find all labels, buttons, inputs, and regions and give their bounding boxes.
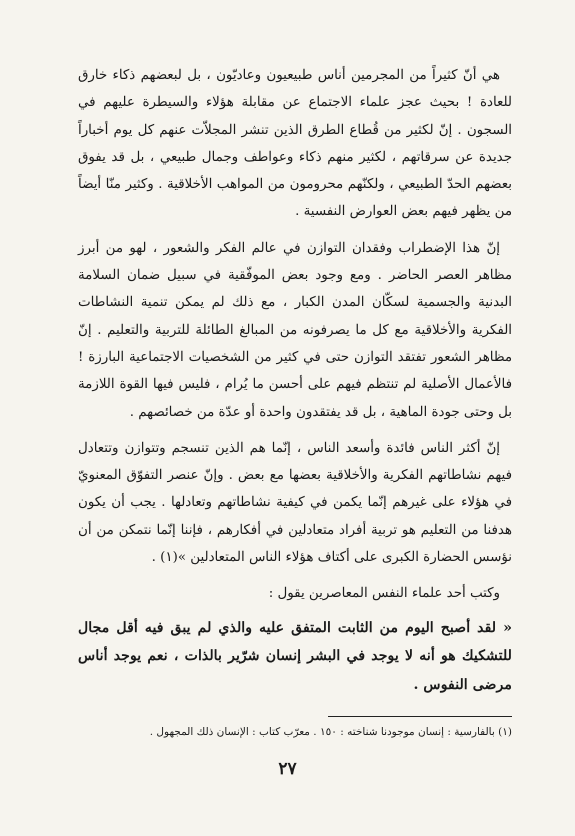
page-number: ٢٧ [278, 759, 297, 779]
paragraph-spacer [78, 426, 512, 435]
paragraph-1: هي أنّ كثيراً من المجرمين أناس طبيعيون وعاديّون ، بل لبعضهم ذكاء خارق للعادة ! بحيث عجز علماء الاجتماع عن مقابلة هؤلاء والسيطرة عليهم في السجون . إنّ لكثير من قُطاع الطرق الذين تنشر المجلاّت عنهم كل يوم أخباراً جديدة عن سرقاتهم ، لكثير منهم ذكاء وعواطف وجمال طبيعي ، بل قد يفوق بعضهم الحدّ الطبيعي ، ولكنّهم محرومون من المواهب الأخلاقية . وكثير منّا أيضاً من يظهر فيهم بعض العوارض النفسية . [78, 68, 512, 220]
page-body [78, 62, 512, 699]
footnote: (١) بالفارسية : إنسان موجودنا شناخته : ١٥٠ . معرّب كتاب : الإنسان ذلك المجهول . [149, 726, 512, 738]
paragraph-spacer [78, 226, 512, 235]
paragraph-spacer [78, 571, 512, 580]
paragraph-2: إنّ هذا الإضطراب وفقدان التوازن في عالم الفكر والشعور ، لهو من أبرز مظاهر العصر الحاضر . ومع وجود بعض الموفّقية في سبيل ضمان السلامة البدنية والجسمية لسكّان المدن الكبار ، مع ذلك لم يمكن تنمية النشاطات الفكرية والأخلاقية مع كل ما يصرفونه من المبالغ الطائلة للتربية والتعليم . إنّ مظاهر الشعور تفتقد التوازن حتى في كثير من الشخصيات الاجتماعية البارزة ! فالأعمال الأصلية لم تنتظم فيهم على أحسن ما يُرام ، فليس فيها القوة اللازمة بل وحتى جودة الماهية ، بل قد يفتقدون واحدة أو عدّة من خصائصهم . [78, 240, 512, 420]
footnote-divider [328, 716, 512, 717]
block-quote: « لقد أصبح اليوم من الثابت المتفق عليه والذي لم يبق فيه أقل مجال للتشكيك هو أنه لا يوجد في البشر إنسان شرّير بالذات ، نعم يوجد أناس مرضى النفوس . [78, 619, 512, 693]
quote-intro: وكتب أحد علماء النفس المعاصرين يقول : [268, 586, 500, 602]
paragraph-3: إنّ أكثر الناس فائدة وأسعد الناس ، إنّما هم الذين تنسجم وتتوازن وتتعادل فيهم نشاطاتهم الفكرية والأخلاقية بعضها مع بعض . وإنّ عنصر التفوّق المعنويّ في هؤلاء على غيرهم إنّما يكمن في كيفية نشاطاتهم وتعادلها . يجب أن يكون هدفنا من التعليم هو تربية أفراد متعادلين في أفكارهم ، فإننا إنّما نتمكن من أن نؤسس الحضارة الكبرى على أكتاف هؤلاء الناس المتعادلين »(١) . [78, 440, 512, 566]
